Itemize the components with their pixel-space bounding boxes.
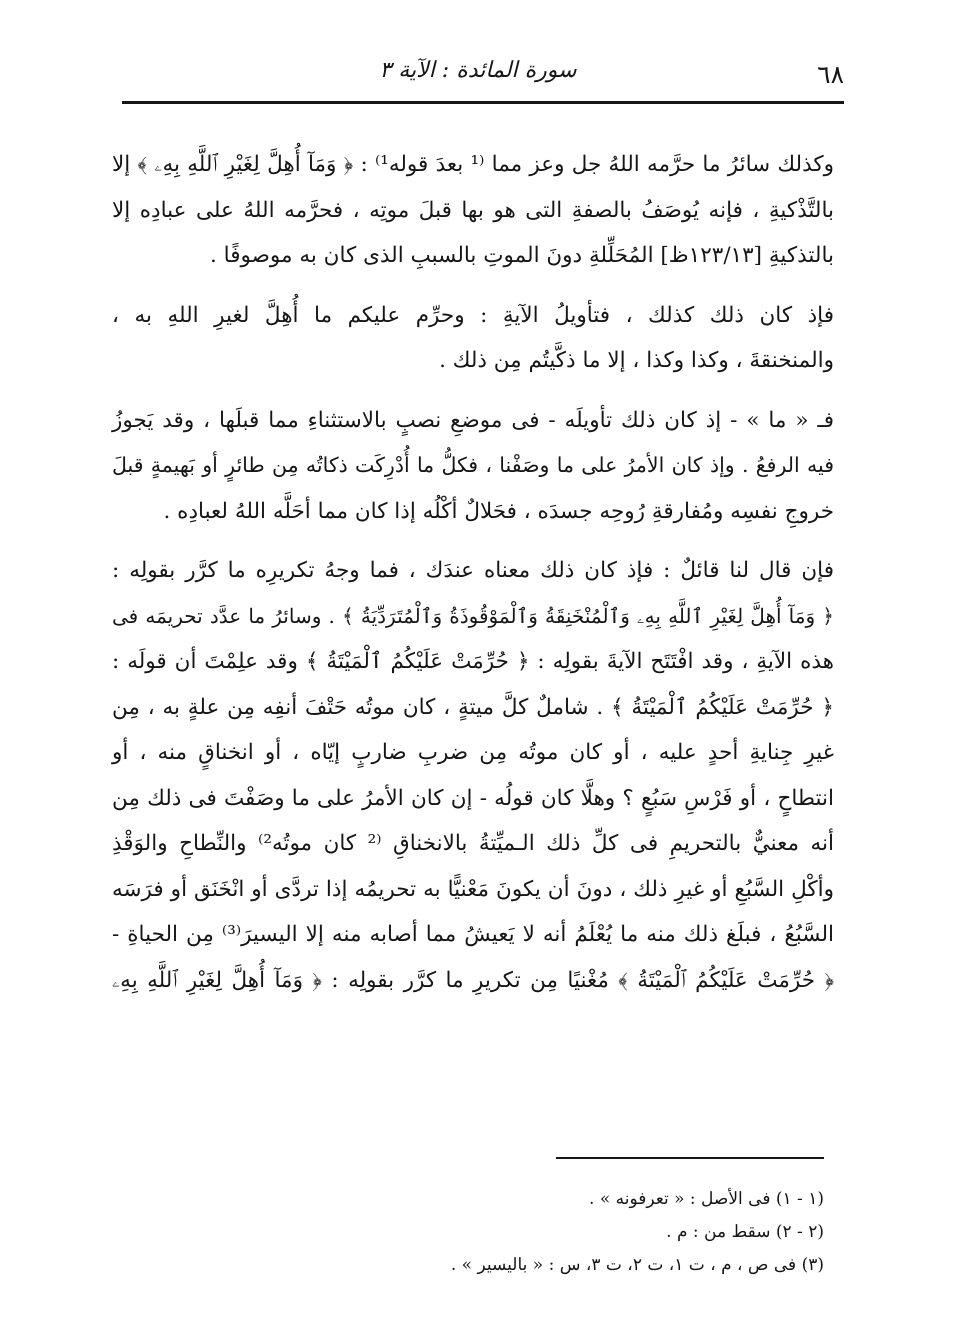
header-rule xyxy=(122,101,844,104)
text-line: غيرِ جِنايةِ أحدٍ عليه ، أو كان موتُه مِن ضربِ ضاربٍ إيّاه ، أو انخناقٍ منه ، أو xyxy=(112,740,834,765)
text-line: بالتَّذْكيةِ ، فإنه يُوصَفُ بالصفةِ التى هو بها قبلَ موتِه ، فحرَّمه اللهُ على عبادِه إلا xyxy=(112,197,834,223)
text-line: وأكْلِ السَّبُعِ أو غيرِ ذلك ، دونَ أن يكونَ مَعْنيًّا به تحريمُه إذا تردَّى أو انْخَنَق أو فرَسَه xyxy=(112,876,834,902)
text-line: خروجِ نفسِه ومُفارقةِ رُوحِه جسدَه ، فحَلالٌ أكْلُه إذا كان مما أحَلَّه اللهُ لعبادِه . xyxy=(163,498,834,524)
text-line: والمنخنقةَ ، وكذا وكذا ، إلا ما ذكَّيتُم مِن ذلك . xyxy=(439,348,834,373)
text-line: فـ « ما » - إذ كان ذلك تأويلَه - فى موضعِ نصبٍ بالاستثناءِ مما قبلَها ، وقد يَجوزُ xyxy=(112,407,834,433)
text-line: فإن قال لنا قائلٌ : فإذ كان ذلك معناه عندَك ، فما وجهُ تكريرِه ما كرَّر بقولِه : xyxy=(112,558,834,583)
footnote-rule xyxy=(556,1157,824,1159)
text-line: وكذلك سائرُ ما حرَّمه اللهُ جل وعز مما ⁽¹ بعدَ قوله¹⁾ : ﴿ وَمَآ أُهِلَّ لِغَيْرِ ٱللَّهِ بِهِۦ ﴾ إلا xyxy=(112,152,834,177)
text-line: فيه الرفعُ . وإذ كان الأمرُ على ما وصَفْنا ، فكلُّ ما أُدْرِكَت ذكاتُه مِن طائرٍ أو بَهيمةٍ قبلَ xyxy=(112,453,834,477)
text-line: أنه معنيٌّ بالتحريمِ فى كلِّ ذلك الـميِّتةُ بالانخناقِ ⁽² كان موتُه²⁾ والنِّطاحِ والوَقْذِ xyxy=(112,831,834,856)
paragraph-1 xyxy=(112,142,834,279)
footnote-2: (٢ - ٢) سقط من : م . xyxy=(666,1222,824,1242)
page-number: ٦٨ xyxy=(817,60,844,89)
paragraph-2 xyxy=(112,293,834,384)
footnotes xyxy=(124,1183,824,1282)
body-text xyxy=(112,142,834,1017)
paragraph-4 xyxy=(112,548,834,1003)
text-line: هذه الآيةِ ، وقد افْتَتَح الآيةَ بقولِه : ﴿ حُرِّمَتْ عَلَيْكُمُ ٱلْمَيْتَةُ ﴾ وقد علِمْتَ أن قولَه : xyxy=(112,649,834,674)
text-line: ﴿ حُرِّمَتْ عَلَيْكُمُ ٱلْمَيْتَةُ ﴾ مُغْنيًا مِن تكريرِ ما كرَّر بقولِه : ﴿ وَمَآ أُهِلَّ لِغَيْرِ ٱللَّهِ بِهِۦ xyxy=(112,967,834,993)
text-line: السَّبُعُ ، فبلَغ ذلك منه ما يُعْلَمُ أنه لا يَعيشُ مما أصابه منه إلا اليسيرَ⁽³⁾ مِن الحياةِ - xyxy=(112,922,834,947)
footnote-3: (٣) فى ص ، م ، ت ١، ت ٢، ت ٣، س : « باليسير » . xyxy=(450,1255,824,1275)
running-title: سورة المائدة : الآية ٣ xyxy=(379,58,577,83)
text-line: بالتذكيةِ [١٢٣/١٣ظ] المُحَلِّلةِ دونَ الموتِ بالسببِ الذى كان به موصوفًا . xyxy=(210,243,834,268)
footnote-1: (١ - ١) فى الأصل : « تعرفونه » . xyxy=(589,1189,824,1209)
text-line: فإذ كان ذلك كذلك ، فتأويلُ الآيةِ : وحرِّم عليكم ما أُهِلَّ لغيرِ اللهِ به ، xyxy=(112,302,834,328)
text-line: ﴿ حُرِّمَتْ عَلَيْكُمُ ٱلْمَيْتَةُ ﴾ . شاملٌ كلَّ ميتةٍ ، كان موتُه حَتْفَ أنفِه مِن علةٍ به ، مِن xyxy=(112,694,834,720)
text-line: ﴿ وَمَآ أُهِلَّ لِغَيْرِ ٱللَّهِ بِهِۦ وَٱلْمُنْخَنِقَةُ وَٱلْمَوْقُوذَةُ وَٱلْمُتَرَدِّيَةُ ﴾ . وسائرُ ما عدَّد تحريمَه فى xyxy=(112,603,834,628)
paragraph-3 xyxy=(112,398,834,535)
text-line: انتطاحٍ ، أو فَرْسِ سَبُعٍ ؟ وهلَّا كان قولُه - إن كان الأمرُ على ما وصَفْتَ فى ذلك مِن xyxy=(112,785,834,811)
